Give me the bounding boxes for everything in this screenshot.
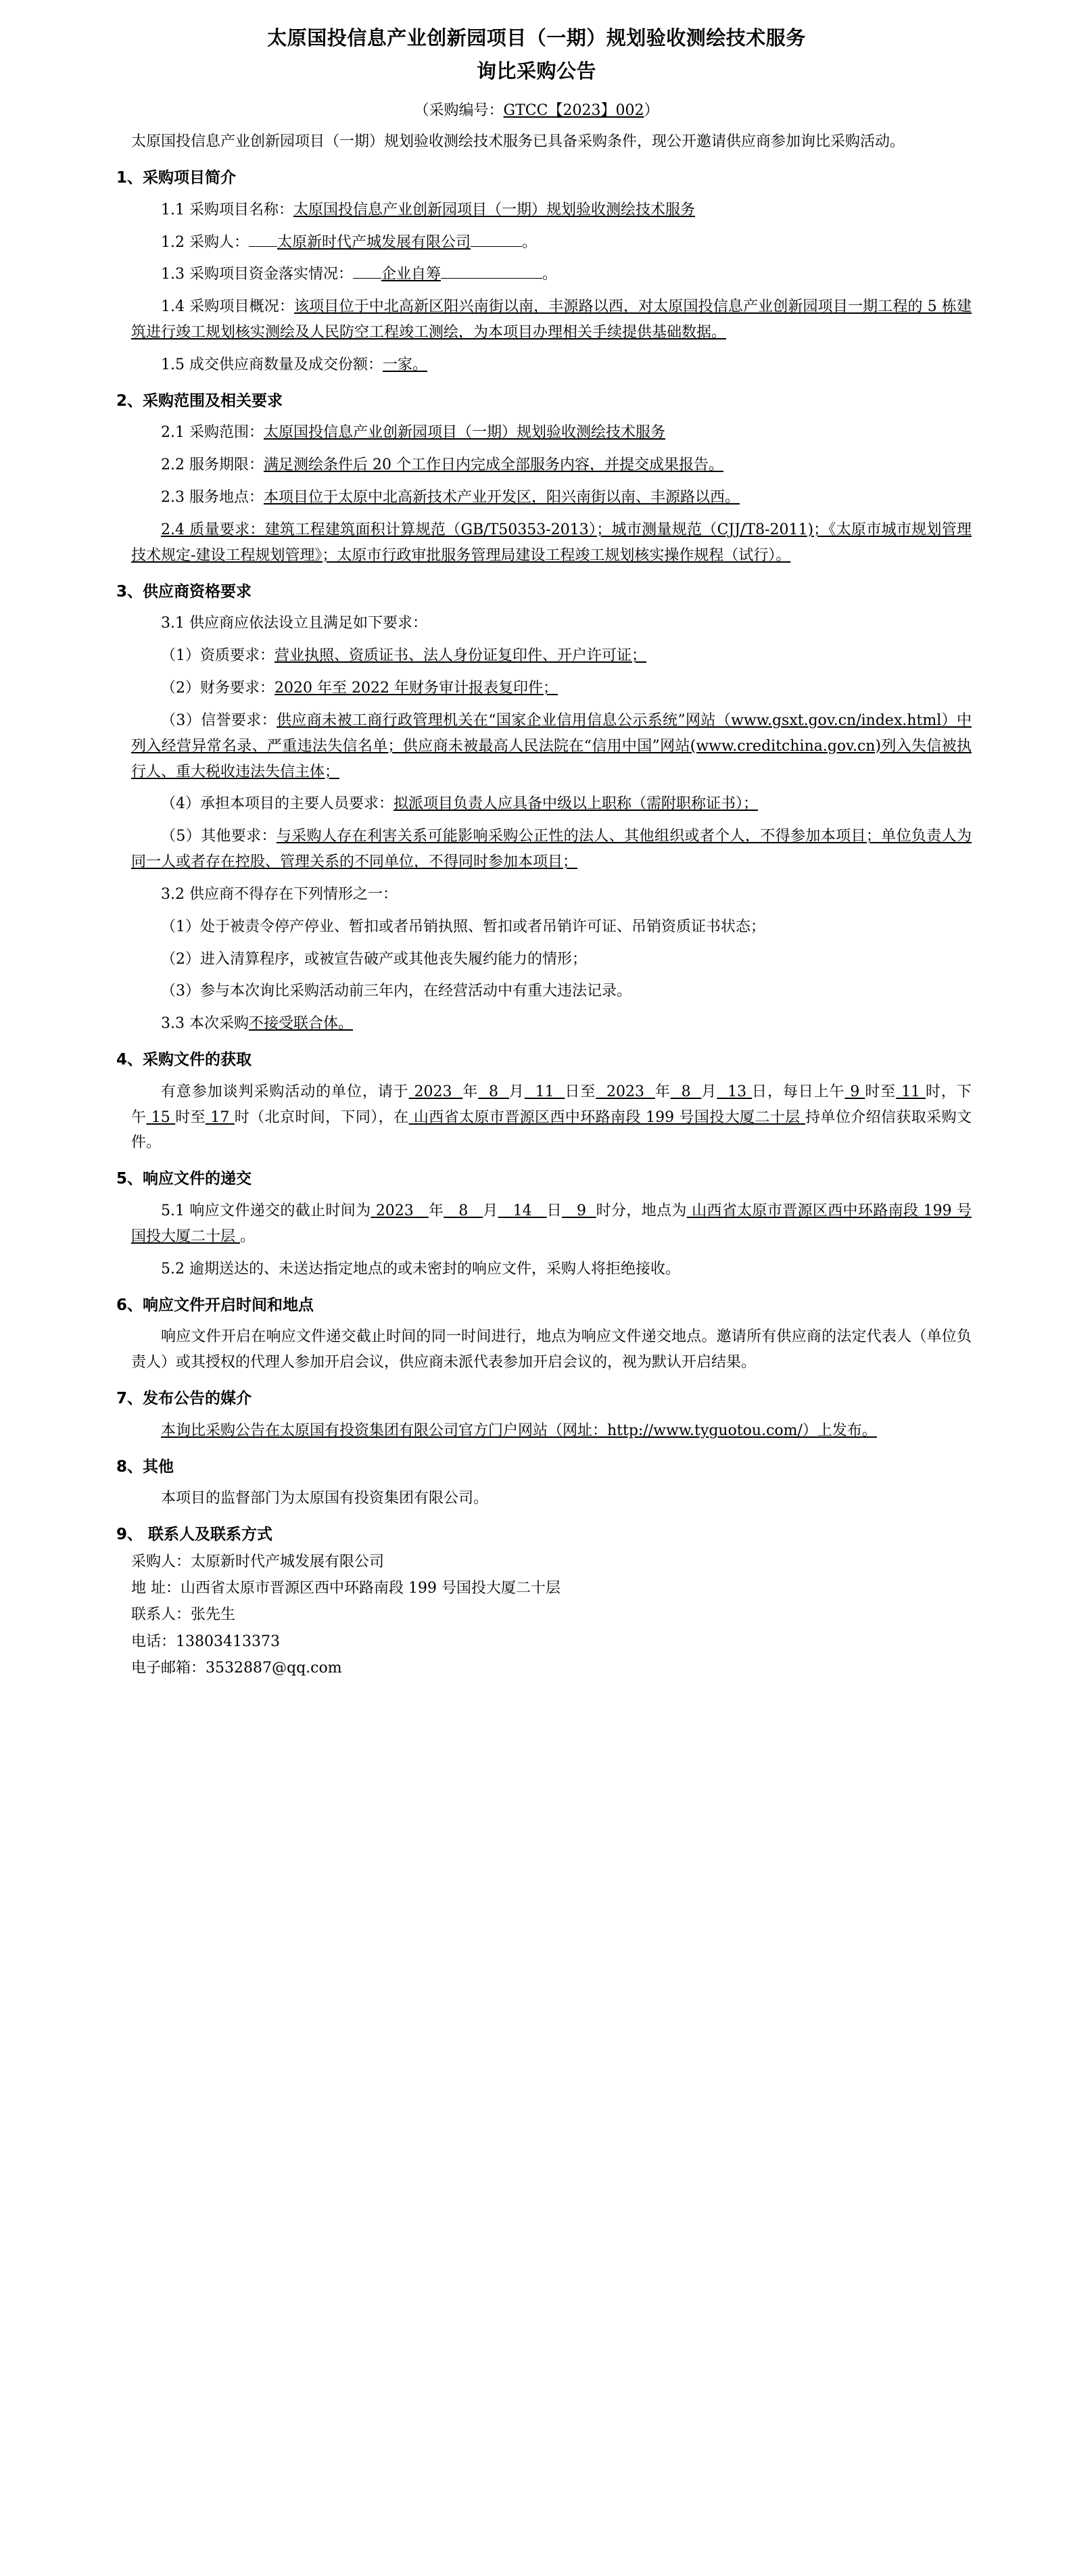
item-2-1-label: 2.1 采购范围： bbox=[161, 424, 264, 442]
submit-month-unit: 月 bbox=[483, 1202, 498, 1220]
submit-tail: 。 bbox=[240, 1227, 256, 1245]
section-heading-4: 4、采购文件的获取 bbox=[116, 1050, 252, 1069]
acquire-am-end: 11 bbox=[901, 1083, 921, 1100]
doc-number-suffix: ） bbox=[644, 101, 659, 119]
submit-day-unit: 日 bbox=[546, 1202, 562, 1220]
item-2-3-value: 本项目位于太原中北高新技术产业开发区，阳兴南街以南、丰源路以西。 bbox=[263, 489, 740, 507]
section-heading-2: 2、采购范围及相关要求 bbox=[116, 392, 283, 410]
qualification-2-label: （2）财务要求： bbox=[161, 680, 275, 697]
item-2-1-value: 太原国投信息产业创新园项目（一期）规划验收测绘技术服务 bbox=[263, 424, 665, 442]
acquire-year-unit: 年 bbox=[462, 1083, 479, 1100]
contact-purchaser: 采购人：太原新时代产城发展有限公司 bbox=[131, 1553, 385, 1571]
item-2-2-label: 2.2 服务期限： bbox=[161, 456, 264, 474]
item-1-3-tail: 。 bbox=[542, 266, 558, 283]
contact-address: 地 址：山西省太原市晋源区西中环路南段 199 号国投大厦二十层 bbox=[131, 1580, 561, 1597]
qualification-1 bbox=[101, 643, 972, 669]
blank-4 bbox=[441, 278, 542, 279]
contact-person: 联系人：张先生 bbox=[131, 1606, 236, 1624]
submit-day: 14 bbox=[512, 1202, 532, 1220]
document-title-line2: 询比采购公告 bbox=[476, 59, 596, 83]
qualification-2 bbox=[101, 676, 972, 701]
qualification-4 bbox=[101, 791, 972, 817]
acquire-am-start: 9 bbox=[850, 1083, 860, 1100]
acquire-time-unit: 时，下午 bbox=[131, 1083, 972, 1126]
section-heading-8: 8、其他 bbox=[116, 1457, 174, 1476]
item-2-1 bbox=[101, 420, 972, 446]
section-7-paragraph: 本询比采购公告在太原国有投资集团有限公司官方门户网站（网址：http://www.tyguotou.com/）上发布。 bbox=[161, 1422, 877, 1439]
restriction-1: （1）处于被责令停产停业、暂扣或者吊销执照、暂扣或者吊销许可证、吊销资质证书状态； bbox=[161, 918, 766, 935]
item-1-3 bbox=[101, 262, 972, 287]
document-title-line1: 太原国投信息产业创新园项目（一期）规划验收测绘技术服务 bbox=[267, 26, 806, 49]
doc-number-prefix: （采购编号： bbox=[414, 101, 504, 119]
item-2-4-value: 建筑工程建筑面积计算规范（GB/T50353-2013）；城市测量规范（CJJ/T8-2011)；《太原市城市规划管理技术规定-建设工程规划管理》；太原市行政审批服务管理局建设工程竣工规划核实操作规程（试行）。 bbox=[131, 521, 972, 564]
qualification-3-label: （3）信誉要求： bbox=[161, 711, 277, 729]
qualification-3-value: 供应商未被工商行政管理机关在“国家企业信用信息公示系统”网站（www.gsxt.gov.cn/index.html）中列入经营异常名录、严重违法失信名单；供应商未被最高人民法院在“信用中国”网站(www.creditchina.gov.cn)列入失信被执行人、重大税收违法失信主体； bbox=[131, 711, 972, 780]
doc-number-value: GTCC【2023】002 bbox=[503, 101, 644, 119]
item-1-1 bbox=[101, 197, 972, 223]
section-heading-6: 6、响应文件开启时间和地点 bbox=[116, 1296, 314, 1314]
item-1-1-value: 太原国投信息产业创新园项目（一期）规划验收测绘技术服务 bbox=[293, 201, 695, 218]
section-heading-3: 3、供应商资格要求 bbox=[116, 582, 252, 601]
acquire-time-to-2: 时至 bbox=[175, 1108, 206, 1126]
qualification-4-value: 拟派项目负责人应具备中级以上职称（需附职称证书）； bbox=[394, 795, 759, 813]
acquire-suffix-time: 时（北京时间，下同），在 bbox=[234, 1108, 409, 1126]
qualification-5 bbox=[101, 824, 972, 875]
submit-paragraph bbox=[101, 1198, 972, 1250]
item-2-2 bbox=[101, 452, 972, 478]
document-number bbox=[101, 99, 972, 122]
submit-month: 8 bbox=[458, 1202, 469, 1220]
section-heading-1: 1、采购项目简介 bbox=[116, 168, 237, 187]
acquire-month-unit: 月 bbox=[508, 1083, 525, 1100]
item-1-4-value: 该项目位于中北高新区阳兴南街以南，丰源路以西，对太原国投信息产业创新园项目一期工程的 5 栋建筑进行竣工规划核实测绘及人民防空工程竣工测绘，为本项目办理相关手续提供基础数据。 bbox=[131, 298, 972, 341]
item-1-5-value: 一家。 bbox=[382, 356, 427, 373]
item-1-2-label: 1.2 采购人： bbox=[161, 233, 249, 251]
section-heading-7: 7、发布公告的媒介 bbox=[116, 1390, 252, 1407]
item-1-3-label: 1.3 采购项目资金落实情况： bbox=[161, 266, 353, 283]
item-3-3 bbox=[101, 1011, 972, 1037]
acquire-pm-end: 17 bbox=[210, 1108, 230, 1126]
qualification-4-label: （4）承担本项目的主要人员要求： bbox=[161, 795, 394, 813]
restriction-2: （2）进入清算程序，或被宣告破产或其他丧失履约能力的情形； bbox=[161, 950, 587, 968]
acquire-pm-start: 15 bbox=[151, 1108, 170, 1126]
item-1-4 bbox=[101, 294, 972, 346]
section-heading-5: 5、响应文件的递交 bbox=[116, 1170, 252, 1188]
item-1-4-label: 1.4 采购项目概况： bbox=[161, 298, 295, 316]
acquire-end-month: 8 bbox=[681, 1083, 691, 1100]
submit-year-unit: 年 bbox=[428, 1202, 444, 1220]
restriction-3: （3）参与本次询比采购活动前三年内，在经营活动中有重大违法记录。 bbox=[161, 983, 631, 1000]
blank-2 bbox=[471, 246, 522, 247]
acquire-paragraph bbox=[101, 1079, 972, 1156]
item-2-4-label: 2.4 质量要求： bbox=[161, 521, 265, 538]
qualification-5-value: 与采购人存在利害关系可能影响采购公正性的法人、其他组织或者个人，不得参加本项目；单位负责人为同一人或者存在控股、管理关系的不同单位，不得同时参加本项目； bbox=[131, 828, 972, 871]
item-3-2-label: 3.2 供应商不得存在下列情形之一： bbox=[161, 885, 398, 903]
acquire-year-unit-2: 年 bbox=[654, 1083, 671, 1100]
item-1-3-value: 企业自筹 bbox=[381, 266, 441, 283]
acquire-prefix: 有意参加谈判采购活动的单位，请于 bbox=[161, 1083, 409, 1100]
item-3-3-label: 3.3 本次采购 bbox=[161, 1015, 249, 1033]
acquire-month-unit-2: 月 bbox=[701, 1083, 717, 1100]
section-heading-9: 9、 联系人及联系方式 bbox=[116, 1526, 273, 1544]
acquire-time-to: 时至 bbox=[865, 1083, 897, 1100]
item-3-1-label: 3.1 供应商应依法设立且满足如下要求： bbox=[161, 615, 427, 632]
blank-1 bbox=[249, 246, 277, 247]
submit-5-2: 5.2 逾期送达的、未送达指定地点的或未密封的响应文件，采购人将拒绝接收。 bbox=[161, 1260, 680, 1278]
item-1-2-value: 太原新时代产城发展有限公司 bbox=[277, 233, 471, 251]
submit-place: 山西省太原市晋源区西中环路南段 199 号国投大厦二十层 bbox=[131, 1202, 972, 1245]
item-2-3 bbox=[101, 485, 972, 511]
item-2-2-value: 满足测绘条件后 20 个工作日内完成全部服务内容，并提交成果报告。 bbox=[263, 456, 723, 474]
acquire-start-day: 11 bbox=[535, 1083, 554, 1100]
acquire-address: 山西省太原市晋源区西中环路南段 199 号国投大厦二十层 bbox=[413, 1108, 801, 1126]
submit-hour-unit: 时 bbox=[596, 1202, 612, 1220]
acquire-day-unit: 日至 bbox=[565, 1083, 596, 1100]
qualification-1-label: （1）资质要求： bbox=[161, 647, 275, 665]
submit-prefix: 5.1 响应文件递交的截止时间为 bbox=[161, 1202, 371, 1220]
section-6-paragraph: 响应文件开启在响应文件递交截止时间的同一时间进行，地点为响应文件递交地点。邀请所有供应商的法定代表人（单位负责人）或其授权的代理人参加开启会议，供应商未派代表参加开启会议的，视为默认开启结果。 bbox=[131, 1328, 972, 1372]
acquire-start-month: 8 bbox=[489, 1083, 499, 1100]
qualification-1-value: 营业执照、资质证书、法人身份证复印件、开户许可证； bbox=[275, 647, 647, 665]
item-2-3-label: 2.3 服务地点： bbox=[161, 489, 264, 507]
item-1-5-label: 1.5 成交供应商数量及成交份额： bbox=[161, 356, 383, 373]
item-1-2 bbox=[101, 230, 972, 256]
submit-hour: 9 bbox=[576, 1202, 586, 1220]
qualification-5-label: （5）其他要求： bbox=[161, 828, 277, 845]
item-1-5 bbox=[101, 352, 972, 378]
submit-year: 2023 bbox=[375, 1202, 414, 1220]
intro-paragraph: 太原国投信息产业创新园项目（一期）规划验收测绘技术服务已具备采购条件，现公开邀请供应商参加询比采购活动。 bbox=[131, 133, 905, 151]
item-1-1-label: 1.1 采购项目名称： bbox=[161, 201, 293, 218]
acquire-end-year: 2023 bbox=[606, 1083, 645, 1100]
qualification-3 bbox=[101, 708, 972, 784]
blank-3 bbox=[353, 278, 381, 279]
contact-phone: 电话：13803413373 bbox=[131, 1633, 280, 1650]
acquire-mid: 日，每日上午 bbox=[752, 1083, 845, 1100]
item-2-4 bbox=[101, 517, 972, 569]
acquire-tail: 持单位介绍信获取采购文件。 bbox=[131, 1108, 972, 1152]
item-1-2-tail: 。 bbox=[522, 233, 538, 251]
acquire-start-year: 2023 bbox=[414, 1083, 452, 1100]
acquire-end-day: 13 bbox=[728, 1083, 747, 1100]
contact-email: 电子邮箱：3532887@qq.com bbox=[131, 1659, 342, 1677]
submit-minute-label: 分，地点为 bbox=[611, 1202, 687, 1220]
qualification-2-value: 2020 年至 2022 年财务审计报表复印件； bbox=[275, 680, 558, 697]
section-8-paragraph: 本项目的监督部门为太原国有投资集团有限公司。 bbox=[161, 1490, 489, 1507]
item-3-3-value: 不接受联合体。 bbox=[248, 1015, 353, 1033]
